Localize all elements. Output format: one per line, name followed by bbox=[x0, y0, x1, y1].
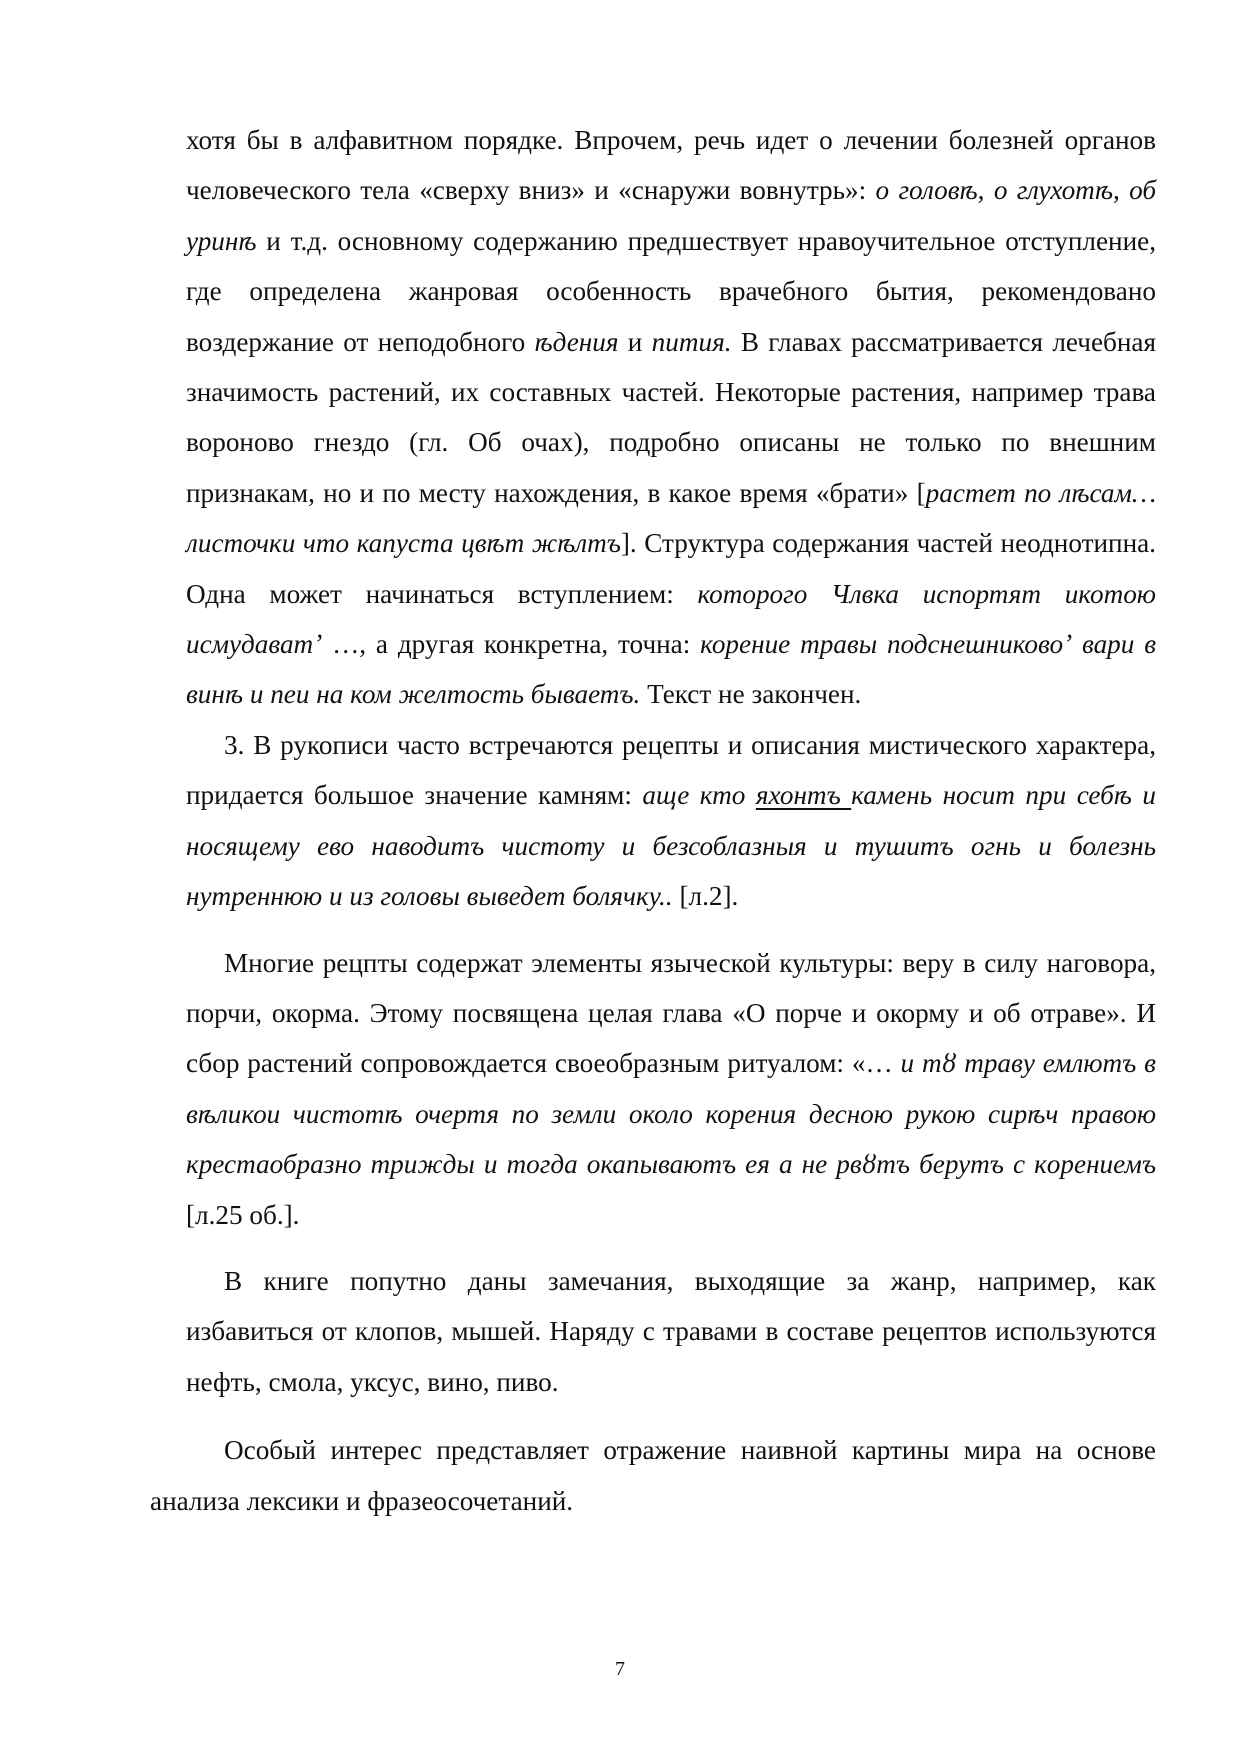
text-run: В книге попутно даны замечания, выходящие за жанр, например, как избавиться от клопов, мышей. Наряду с травами в составе рецептов используются нефть, смола, уксус, вино, пиво. bbox=[186, 1265, 1156, 1397]
text-run: …, а другая конкретна, точна: bbox=[322, 629, 701, 660]
text-run: [л.2]. bbox=[672, 881, 739, 912]
text-run: В главах рассматривается лечебная значимость растений, их составных частей. Некоторые растения, например трава вороново гнездо (гл. Об очах), подробно описаны не только по внешним признакам, но и по месту нахождения, в какое время «брати» [ bbox=[186, 326, 1156, 508]
italic-quote: которого Члвка испортят икотою исмудаватʼ bbox=[186, 578, 1156, 660]
text-run: Многие рецпты содержат элементы языческой культуры: веру в силу наговора, порчи, окорма. Этому посвящена целая глава «О порче и окорму и об отраве». И сбор растений сопровождается своеобразным ритуалом: «… bbox=[186, 947, 1156, 1079]
paragraph-side-remarks bbox=[186, 1256, 1156, 1407]
text-run: хотя бы в алфавитном порядке. Впрочем, речь идет о лечении болезней органов человеческого тела «сверху вниз» и «снаружи вовнутрь»: bbox=[186, 125, 1156, 206]
italic-quote: камень носит при себѣ и носящему ево наводитъ чистоту и безсоблазныя и тушитъ огнь и болезнь нутреннюю и из головы выведет болячку.. bbox=[186, 780, 1156, 912]
paragraph-medical-chapters bbox=[186, 115, 1156, 720]
paragraph-mystical-recipes bbox=[186, 720, 1156, 922]
italic-quote: растет по лѣсам…листочки что капуста цвѣт жѣлтъ bbox=[186, 477, 1156, 559]
document-body bbox=[150, 115, 1157, 1526]
italic-quote: пития. bbox=[651, 326, 732, 357]
text-run: ]. Структура содержания частей неоднотипна. Одна может начинаться вступлением: bbox=[186, 528, 1156, 609]
text-run: 3. В рукописи часто встречаются рецепты и описания мистического характера, придается большое значение камням: bbox=[186, 729, 1156, 811]
text-run: и т.д. основному содержанию предшествует нравоучительное отступление, где определена жанровая особенность врачебного бытия, рекомендовано воздержание от неподобного bbox=[186, 225, 1156, 357]
paragraph-pagan-culture bbox=[186, 938, 1156, 1240]
underlined-word-yakhont: яхонтъ bbox=[755, 780, 852, 811]
italic-quote: о головѣ, о глухотѣ, об уринѣ bbox=[186, 175, 1156, 256]
text-run: Текст не закончен. bbox=[640, 679, 862, 710]
italic-quote: и тȣ траву емлютъ в вѣликои чистотѣ очертя по земли около корения десною рукою сирѣч правою крестаобразно трижды и тогда окапываютъ ея а не рвȣтъ берутъ с кoрениемъ bbox=[186, 1048, 1156, 1180]
text-run: [л.25 об.]. bbox=[186, 1199, 300, 1230]
paragraph-naive-worldview bbox=[150, 1425, 1156, 1526]
page-number: 7 bbox=[615, 1658, 625, 1680]
italic-quote: корение травы подснешниковоʼ вари в винѣ и пеи на ком желтость бываетъ. bbox=[186, 629, 1157, 710]
italic-quote: аще кто bbox=[642, 780, 756, 811]
text-run: и bbox=[618, 326, 652, 357]
text-run: Особый интерес представляет отражение наивной картины мира на основе анализа лексики и фразеосочетаний. bbox=[150, 1435, 1156, 1516]
italic-quote: ѣдения bbox=[534, 326, 619, 357]
